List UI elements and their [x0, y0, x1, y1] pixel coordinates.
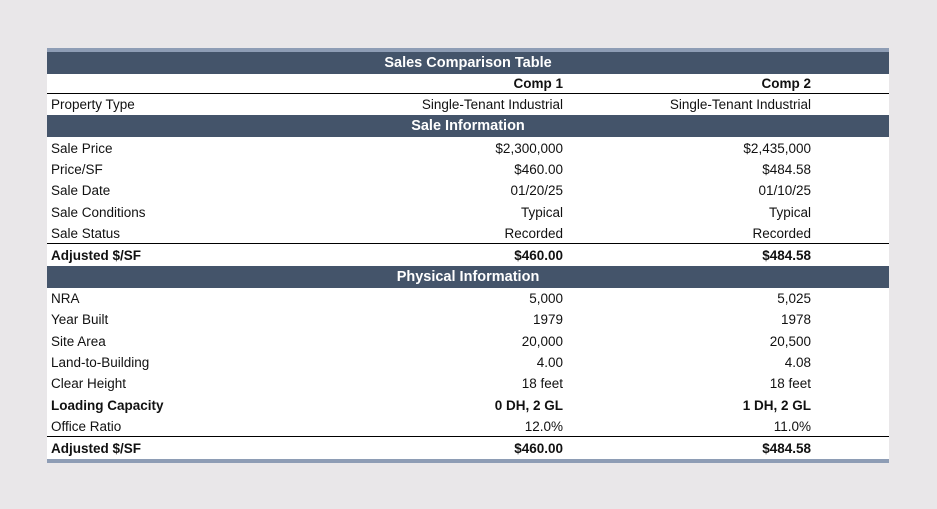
row-label: Loading Capacity	[51, 397, 164, 413]
row-label: Price/SF	[51, 161, 103, 177]
cell-comp1: 12.0%	[524, 418, 563, 434]
cell-comp2: 4.08	[784, 355, 811, 371]
row-label: Sale Status	[51, 225, 121, 241]
cell-comp1: $460.00	[514, 161, 563, 177]
section-band-sale	[47, 115, 889, 137]
bottom-accent-bar	[47, 459, 889, 463]
cell-comp2: 1 DH, 2 GL	[742, 397, 811, 413]
row-label: Property Type	[51, 97, 135, 113]
cell-comp1: 20,000	[521, 333, 563, 349]
cell-comp2: 18 feet	[769, 376, 811, 392]
table-row	[47, 416, 889, 437]
cell-comp2: 1978	[780, 312, 811, 328]
table-row	[47, 180, 889, 201]
table-row	[47, 288, 889, 309]
cell-comp1: $2,300,000	[495, 140, 563, 156]
table-row-adjusted-physical	[47, 437, 889, 458]
cell-comp2: 11.0%	[773, 418, 811, 434]
row-label: Adjusted $/SF	[51, 247, 142, 263]
cell-comp1: 5,000	[529, 290, 563, 306]
table-row	[47, 159, 889, 180]
cell-comp2: 01/10/25	[758, 183, 811, 199]
cell-comp1: Recorded	[504, 225, 563, 241]
sales-comparison-table	[47, 48, 889, 463]
cell-comp2: $484.58	[762, 247, 811, 263]
table-row	[47, 137, 889, 158]
section-band-physical	[47, 266, 889, 288]
cell-comp1: 0 DH, 2 GL	[494, 397, 563, 413]
cell-comp1: $460.00	[514, 247, 563, 263]
table-row	[47, 223, 889, 244]
table-title: Sales Comparison Table	[384, 55, 552, 71]
cell-comp2: 5,025	[777, 290, 811, 306]
row-label: Sale Conditions	[51, 204, 146, 220]
row-label: Land-to-Building	[51, 355, 150, 371]
table-row	[47, 352, 889, 373]
sale-rows	[47, 137, 889, 244]
section-title-physical: Physical Information	[396, 268, 540, 285]
table-row-adjusted-sale	[47, 244, 889, 265]
section-title-sale: Sale Information	[411, 118, 525, 135]
cell-comp2: $484.58	[762, 161, 811, 177]
column-header-comp2: Comp 2	[761, 76, 811, 91]
row-label: Site Area	[51, 333, 106, 349]
row-label: Sale Date	[51, 183, 111, 199]
cell-comp1: 4.00	[536, 355, 563, 371]
cell-comp1: Typical	[520, 204, 563, 220]
row-label: Year Built	[51, 312, 109, 328]
row-label: Sale Price	[51, 140, 113, 156]
row-label: Clear Height	[51, 376, 127, 392]
cell-comp1: 01/20/25	[510, 183, 563, 199]
cell-comp1: 1979	[532, 312, 563, 328]
cell-comp1: Single-Tenant Industrial	[421, 97, 563, 113]
table-row	[47, 309, 889, 330]
table-row	[47, 395, 889, 416]
cell-comp2: Typical	[768, 204, 811, 220]
row-label: Office Ratio	[51, 418, 122, 434]
cell-comp2: $2,435,000	[743, 140, 811, 156]
row-label: NRA	[51, 290, 80, 306]
table-row	[47, 202, 889, 223]
cell-comp2: $484.58	[762, 440, 811, 456]
column-header-comp1: Comp 1	[513, 76, 563, 91]
physical-rows	[47, 288, 889, 438]
cell-comp2: 20,500	[769, 333, 811, 349]
table-row-property-type	[47, 94, 889, 115]
cell-comp1: 18 feet	[521, 376, 563, 392]
table-row	[47, 373, 889, 394]
table-row	[47, 331, 889, 352]
cell-comp1: $460.00	[514, 440, 563, 456]
cell-comp2: Single-Tenant Industrial	[669, 97, 811, 113]
row-label: Adjusted $/SF	[51, 440, 142, 456]
cell-comp2: Recorded	[752, 225, 811, 241]
column-header-row	[47, 74, 889, 94]
table-title-band	[47, 52, 889, 74]
